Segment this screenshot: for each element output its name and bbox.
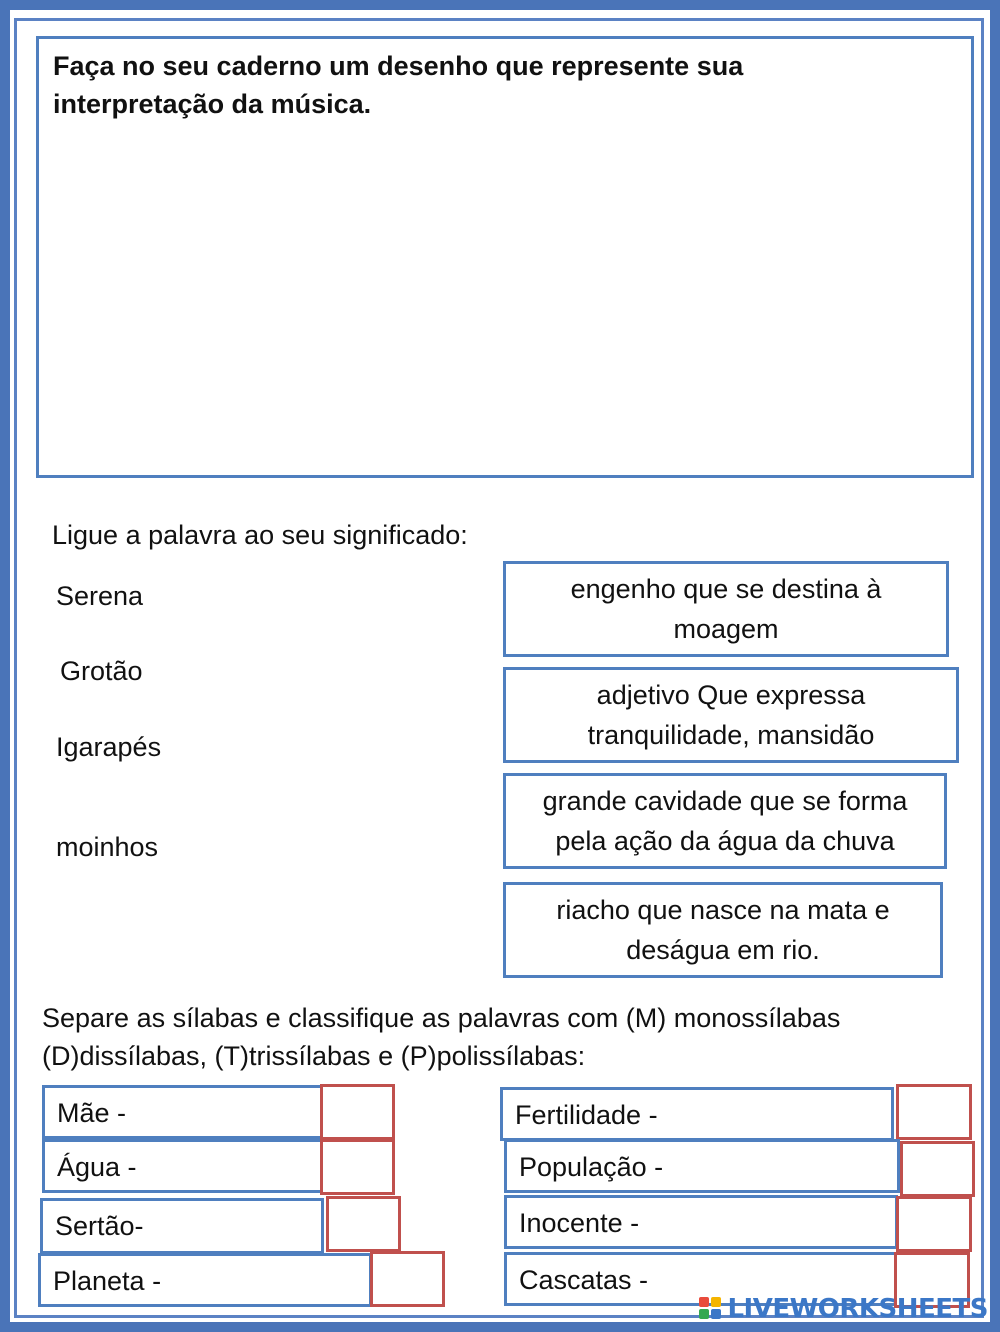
drawing-instruction: Faça no seu caderno um desenho que represente sua interpretação da música. <box>53 51 744 119</box>
classification-box-populacao[interactable] <box>900 1141 975 1197</box>
drawing-area <box>36 36 974 478</box>
match-definition-1[interactable] <box>503 561 949 657</box>
answer-field-mae[interactable]: Mãe - <box>42 1085 324 1139</box>
match-definition-3[interactable] <box>503 773 947 869</box>
match-word-serena[interactable]: Serena <box>56 581 144 611</box>
classification-box-planeta[interactable] <box>370 1251 445 1307</box>
watermark-text: LIVEWORKSHEETS <box>727 1294 988 1324</box>
definition-text: grande cavidade que se forma pela ação da água da chuva <box>542 786 908 856</box>
answer-field-agua[interactable]: Água - <box>42 1139 324 1193</box>
definition-text: engenho que se destina à moagem <box>570 574 882 644</box>
liveworksheets-watermark <box>699 1292 988 1326</box>
syllables-heading: Separe as sílabas e classifique as palavras com (M) monossílabas (D)dissílabas, (T)trissílabas e (P)polissílabas: <box>42 1003 841 1071</box>
answer-field-cascatas[interactable]: Cascatas - <box>504 1252 898 1306</box>
match-word-grotao[interactable]: Grotão <box>60 656 143 686</box>
answer-field-populacao[interactable]: População - <box>504 1139 900 1193</box>
match-definition-2[interactable] <box>503 667 959 763</box>
classification-box-inocente[interactable] <box>896 1196 972 1252</box>
definition-text: adjetivo Que expressa tranquilidade, mansidão <box>587 680 875 750</box>
definition-text: riacho que nasce na mata e deságua em rio. <box>556 895 890 965</box>
answer-field-fertilidade[interactable]: Fertilidade - <box>500 1087 894 1141</box>
answer-field-sertao[interactable]: Sertão- <box>40 1198 324 1254</box>
answer-field-inocente[interactable]: Inocente - <box>504 1195 898 1249</box>
classification-box-agua[interactable] <box>320 1139 395 1195</box>
match-word-moinhos[interactable]: moinhos <box>56 832 159 862</box>
classification-box-fertilidade[interactable] <box>896 1084 972 1140</box>
match-definition-4[interactable] <box>503 882 943 978</box>
match-word-igarapes[interactable]: Igarapés <box>56 732 162 762</box>
answer-field-planeta[interactable]: Planeta - <box>38 1253 372 1307</box>
classification-box-mae[interactable] <box>320 1084 395 1140</box>
classification-box-sertao[interactable] <box>326 1196 401 1252</box>
liveworksheets-logo-icon <box>699 1297 723 1321</box>
matching-heading: Ligue a palavra ao seu significado: <box>52 520 468 550</box>
